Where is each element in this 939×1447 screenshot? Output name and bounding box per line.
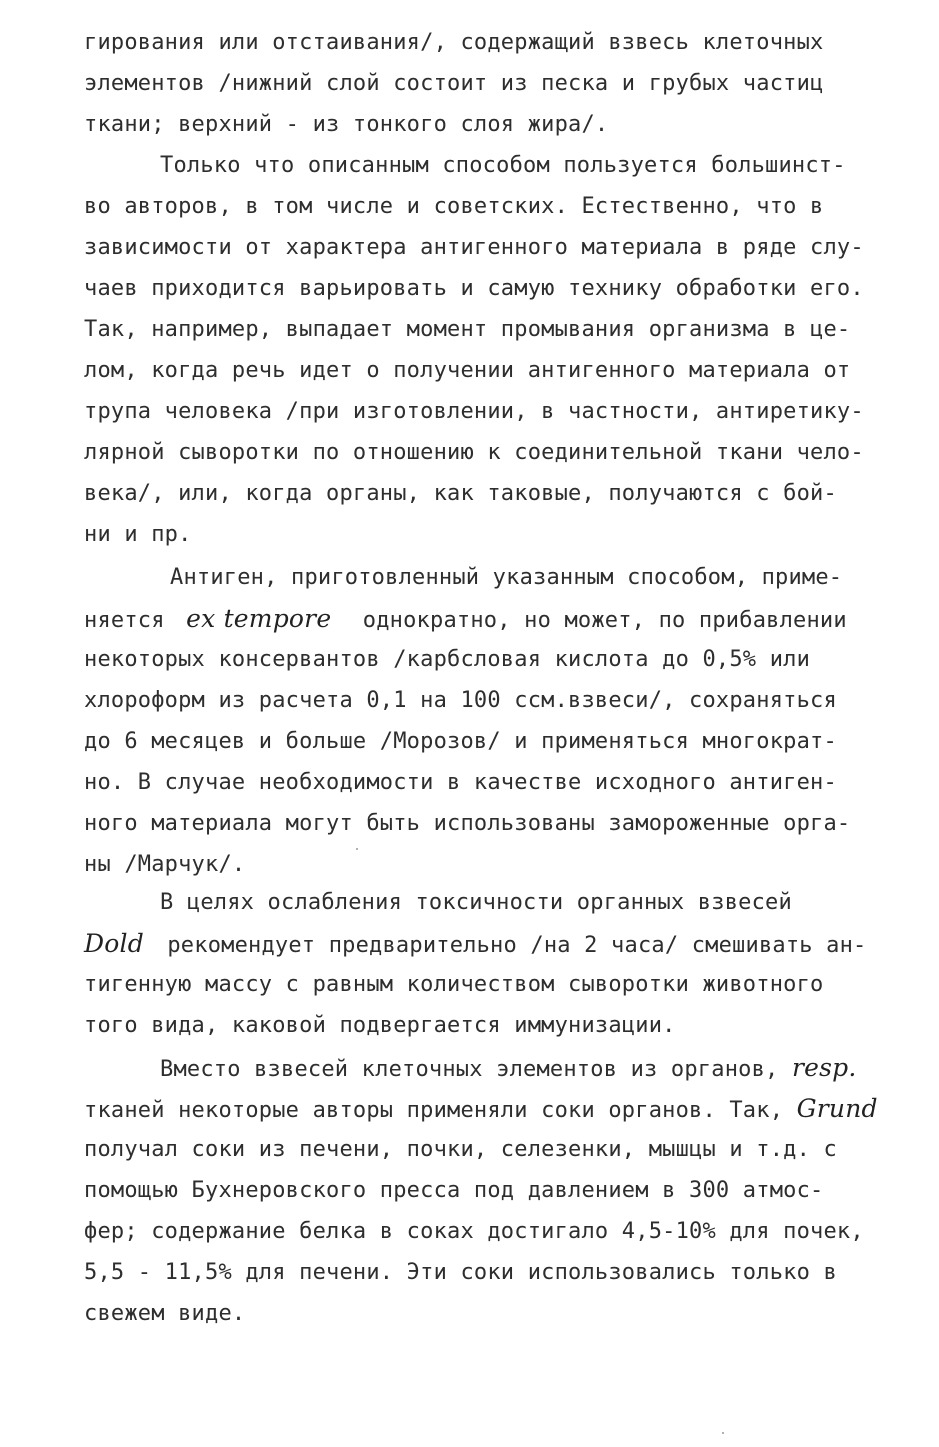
text-line-8: Так, например, выпадает момент промывания организма в це-	[84, 317, 851, 342]
text-line-11: лярной сыворотки по отношению к соединительной ткани чело-	[84, 440, 864, 465]
text-line-1: гирования или отстаивания/, содержащий взвесь клеточных	[84, 30, 824, 55]
text-line-25: того вида, каковой подвергается иммунизации.	[84, 1013, 676, 1038]
text-line-21: ны /Марчук/.	[84, 852, 246, 877]
text-line-3: ткани; верхний - из тонкого слоя жира/.	[84, 112, 609, 137]
text-line-12: века/, или, когда органы, как таковые, получаются с бой-	[84, 481, 837, 506]
text-line-6: зависимости от характера антигенного материала в ряде слу-	[84, 235, 864, 260]
paper-speck	[356, 848, 358, 850]
handwritten-grund: Grund	[796, 1094, 878, 1123]
text-line-24: тигенную массу с равным количеством сыворотки животного	[84, 972, 824, 997]
text-line-14: Антиген, приготовленный указанным способом, приме-	[170, 565, 843, 590]
text-line-16: некоторых консервантов /карбсловая кислота до 0,5% или	[84, 647, 811, 672]
text-line-7: чаев приходится варьировать и самую технику обработки его.	[84, 276, 864, 301]
text-line-13: ни и пр.	[84, 522, 192, 547]
text-line-30: фер; содержание белка в соках достигало 4,5-10% для почек,	[84, 1219, 864, 1244]
text-line-27	[84, 1096, 878, 1124]
line-26-start: Вместо взвесей клеточных элементов из органов,	[160, 1057, 779, 1082]
text-line-22: В целях ослабления токсичности органных взвесей	[160, 890, 792, 915]
text-line-18: до 6 месяцев и больше /Морозов/ и применяться многократ-	[84, 729, 837, 754]
handwritten-resp: resp.	[791, 1053, 857, 1082]
text-line-20: ного материала могут быть использованы замороженные орга-	[84, 811, 851, 836]
text-line-32: свежем виде.	[84, 1301, 246, 1326]
text-line-31: 5,5 - 11,5% для печени. Эти соки использовались только в	[84, 1260, 837, 1285]
line-15-start: няется	[84, 608, 165, 633]
line-23-end: рекомендует предварительно /на 2 часа/ смешивать ан-	[167, 933, 867, 958]
line-27-start: тканей некоторые авторы применяли соки органов. Так,	[84, 1098, 784, 1123]
text-line-15	[84, 606, 847, 634]
text-line-28: получал соки из печени, почки, селезенки, мышцы и т.д. с	[84, 1137, 837, 1162]
text-line-2: элементов /нижний слой состоит из песка и грубых частиц	[84, 71, 824, 96]
paper-speck	[722, 1432, 724, 1434]
text-line-5: во авторов, в том числе и советских. Естественно, что в	[84, 194, 824, 219]
text-line-4: Только что описанным способом пользуется большинст-	[160, 153, 846, 178]
handwritten-ex-tempore: ex tempore	[186, 604, 332, 633]
text-line-19: но. В случае необходимости в качестве исходного антиген-	[84, 770, 837, 795]
text-line-9: лом, когда речь идет о получении антигенного материала от	[84, 358, 851, 383]
text-line-17: хлороформ из расчета 0,1 на 100 ссм.взвеси/, сохраняться	[84, 688, 837, 713]
text-line-10: трупа человека /при изготовлении, в частности, антиретику-	[84, 399, 864, 424]
line-15-end: однократно, но может, по прибавлении	[362, 608, 847, 633]
text-line-26	[160, 1055, 856, 1083]
handwritten-dold: Dold	[84, 929, 144, 958]
text-line-23	[84, 931, 867, 959]
text-line-29: помощью Бухнеровского пресса под давлением в 300 атмос-	[84, 1178, 824, 1203]
